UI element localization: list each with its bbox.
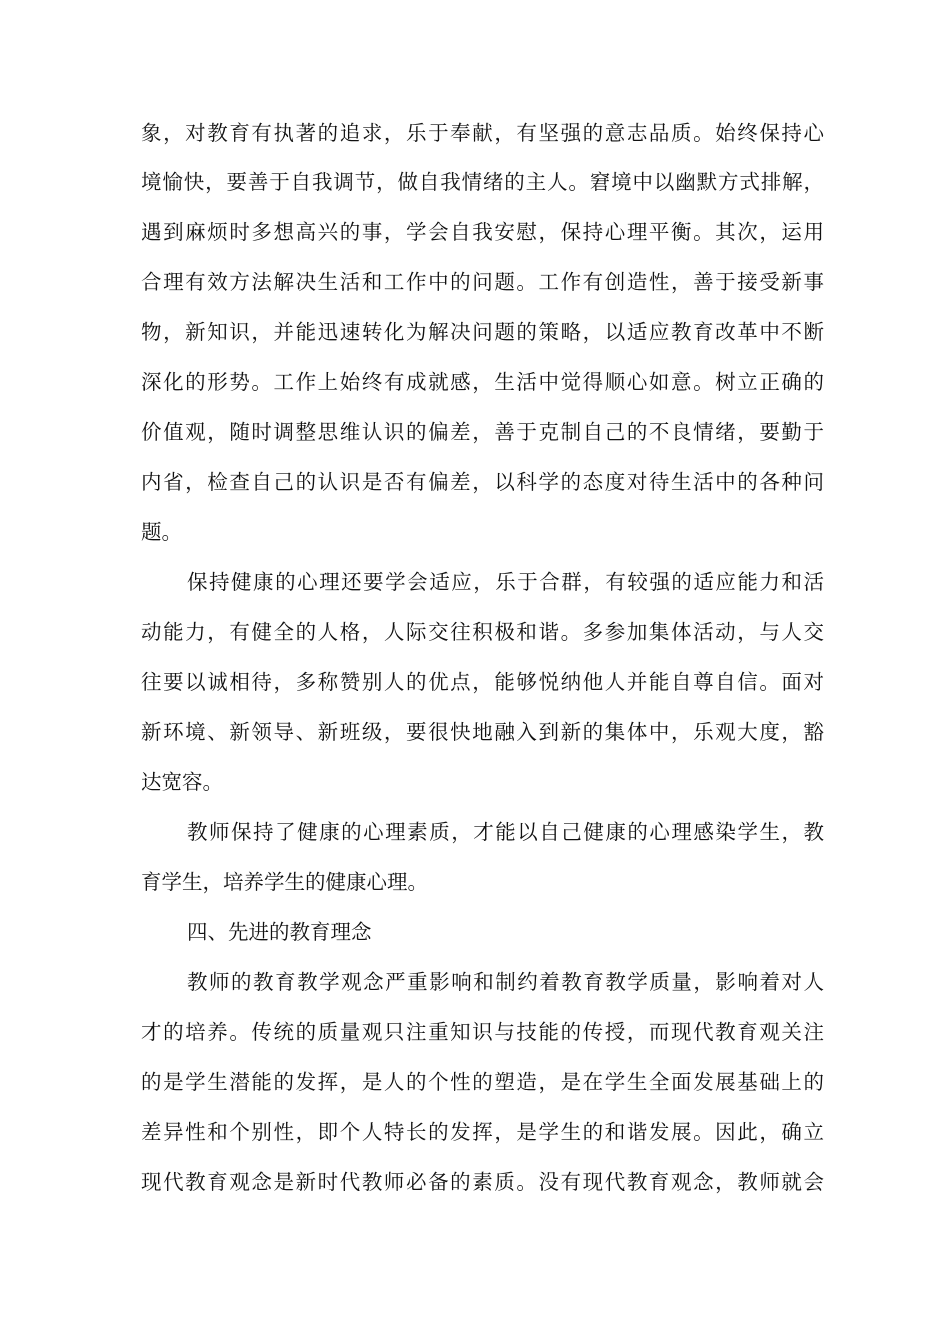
- text-line: 题。: [141, 520, 182, 544]
- text-line: 现代教育观念是新时代教师必备的素质。没有现代教育观念，教师就会: [141, 1170, 824, 1194]
- text-line: 达宽容。: [141, 770, 223, 794]
- text-line: 才的培养。传统的质量观只注重知识与技能的传授，而现代教育观关注: [141, 1020, 824, 1044]
- text-line: 新环境、新领导、新班级，要很快地融入到新的集体中，乐观大度，豁: [141, 720, 824, 744]
- text-line: 境愉快，要善于自我调节，做自我情绪的主人。窘境中以幽默方式排解，: [141, 170, 824, 194]
- text-line: 的是学生潜能的发挥，是人的个性的塑造，是在学生全面发展基础上的: [141, 1070, 824, 1094]
- text-line: 价值观，随时调整思维认识的偏差，善于克制自己的不良情绪，要勤于: [141, 420, 824, 444]
- text-line: 差异性和个别性，即个人特长的发挥，是学生的和谐发展。因此，确立: [141, 1120, 824, 1144]
- paragraph-first-line: 保持健康的心理还要学会适应，乐于合群，有较强的适应能力和活: [187, 570, 824, 594]
- text-line: 遇到麻烦时多想高兴的事，学会自我安慰，保持心理平衡。其次，运用: [141, 220, 824, 244]
- paragraph-first-line: 教师保持了健康的心理素质，才能以自己健康的心理感染学生，教: [187, 820, 824, 844]
- text-line: 育学生，培养学生的健康心理。: [141, 870, 428, 894]
- text-line: 往要以诚相待，多称赞别人的优点，能够悦纳他人并能自尊自信。面对: [141, 670, 824, 694]
- text-line: 象，对教育有执著的追求，乐于奉献，有坚强的意志品质。始终保持心: [141, 121, 824, 145]
- text-line: 物，新知识，并能迅速转化为解决问题的策略，以适应教育改革中不断: [141, 320, 824, 344]
- section-heading: 四、先进的教育理念: [187, 920, 372, 944]
- text-line: 动能力，有健全的人格，人际交往积极和谐。多参加集体活动，与人交: [141, 620, 824, 644]
- paragraph-first-line: 教师的教育教学观念严重影响和制约着教育教学质量，影响着对人: [187, 970, 824, 994]
- text-line: 合理有效方法解决生活和工作中的问题。工作有创造性，善于接受新事: [141, 270, 824, 294]
- text-line: 内省，检查自己的认识是否有偏差，以科学的态度对待生活中的各种问: [141, 470, 824, 494]
- text-line: 深化的形势。工作上始终有成就感，生活中觉得顺心如意。树立正确的: [141, 370, 824, 394]
